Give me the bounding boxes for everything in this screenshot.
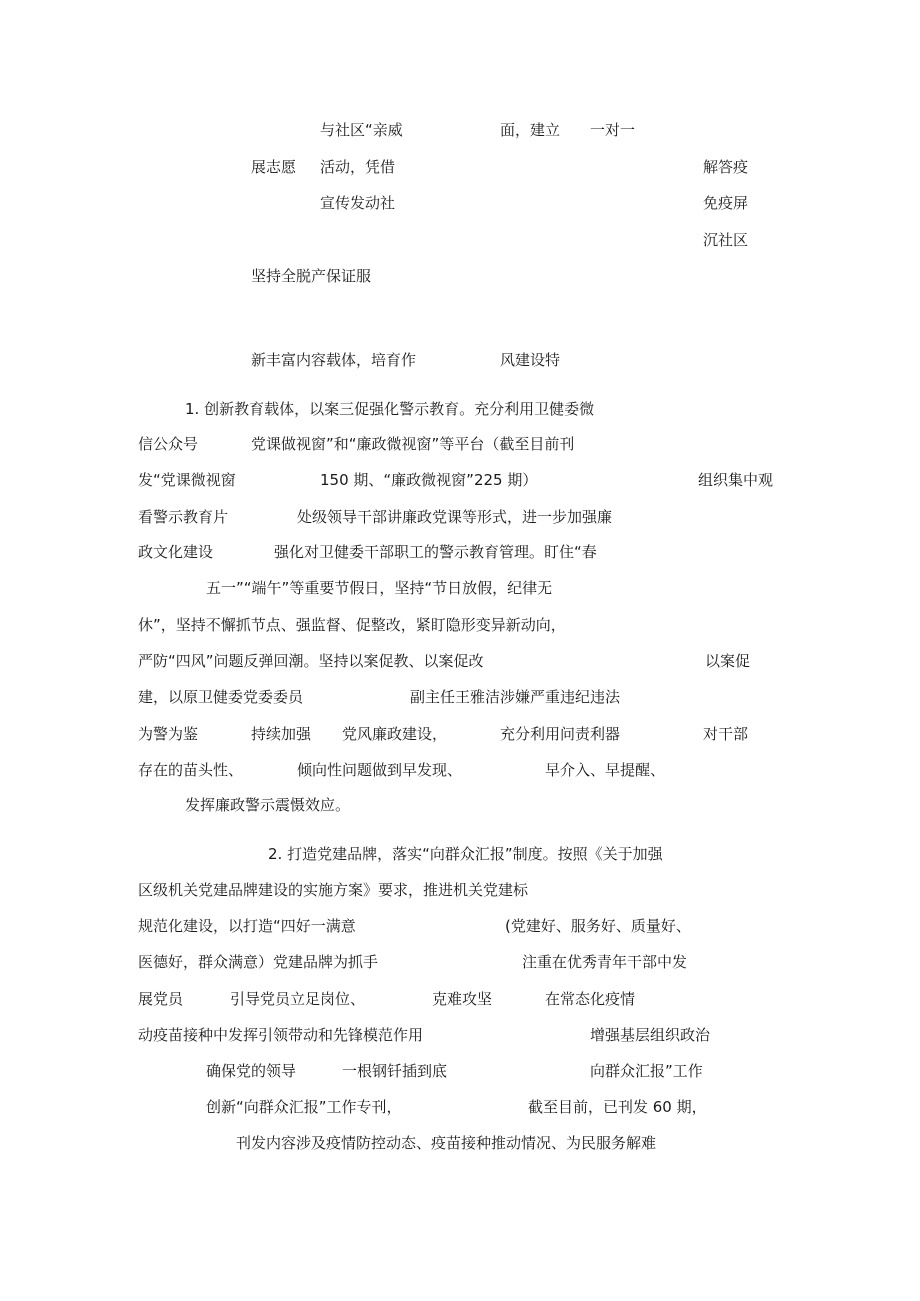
text-segment: 处级领导干部讲廉政党课等形式，进一步加强廉 [297,508,613,526]
text-segment: 发挥廉政警示震慑效应。 [185,796,351,814]
text-segment: 存在的苗头性、 [138,761,244,779]
text-segment: 150 期、“廉政微视窗”225 期） [320,471,538,489]
text-segment: 党风廉政建设， [342,725,448,743]
text-segment: 风建设特 [500,351,561,369]
text-segment: 增强基层组织政治 [590,1026,711,1044]
text-segment: 五一”“端午”等重要节假日，坚持“节日放假，纪律无 [206,579,553,597]
text-segment: 副主任王雅洁涉嫌严重违纪违法 [410,688,621,706]
text-segment: 为警为鉴 [138,725,199,743]
text-segment: 新丰富内容载体，培育作 [251,351,417,369]
text-segment: 1. 创新教育载体，以案三促强化警示教育。充分利用卫健委微 [185,400,595,418]
text-segment: 免疫屏 [703,194,749,212]
text-segment: 以案促 [705,652,751,670]
text-segment: 展党员 [138,990,184,1008]
text-segment: 区级机关党建品牌建设的实施方案》要求，推进机关党建标 [138,881,529,899]
text-segment: 沉社区 [703,231,749,249]
text-segment: 政文化建设 [138,543,214,561]
text-segment: 组织集中观 [698,471,774,489]
text-segment: 早介入、早提醒、 [545,761,666,779]
text-segment: 看警示教育片 [138,508,229,526]
text-segment: 党课做视窗”和“廉政微视窗”等平台（截至目前刊 [251,435,575,453]
text-segment: 注重在优秀青年干部中发 [522,953,688,971]
text-segment: 克难攻坚 [432,990,493,1008]
text-segment: 持续加强 [251,725,312,743]
text-segment: 休”，坚持不懈抓节点、强监督、促整改，紧盯隐形变异新动向， [138,616,566,634]
text-segment: 一对一 [590,121,636,139]
text-segment: 动疫苗接种中发挥引领带动和先锋模范作用 [138,1026,424,1044]
text-segment: 对干部 [703,725,749,743]
text-segment: (党建好、服务好、质量好、 [505,917,691,935]
text-segment: 医德好，群众满意）党建品牌为抓手 [138,953,379,971]
text-segment: 在常态化疫情 [545,990,636,1008]
text-segment: 强化对卫健委干部职工的警示教育管理。盯住“春 [274,543,597,561]
text-segment: 活动，凭借 [320,158,396,176]
text-segment: 规范化建设，以打造“四好一满意 [138,917,356,935]
text-segment: 信公众号 [138,435,199,453]
text-segment: 引导党员立足岗位、 [230,990,366,1008]
text-segment: 严防“四风”问题反弹回潮。坚持以案促教、以案促改 [138,652,484,670]
text-segment: 一根钢钎插到底 [342,1062,448,1080]
text-segment: 确保党的领导 [206,1062,297,1080]
text-segment: 创新“向群众汇报”工作专刊， [206,1098,402,1116]
text-segment: 宣传发动社 [320,194,396,212]
text-segment: 建，以原卫健委党委委员 [138,688,304,706]
text-segment: 充分利用问责利器 [500,725,621,743]
text-segment: 展志愿 [251,158,297,176]
text-segment: 解答疫 [703,158,749,176]
text-segment: 倾向性问题做到早发现、 [297,761,463,779]
text-segment: 刊发内容涉及疫情防控动态、疫苗接种推动情况、为民服务解难 [236,1134,657,1152]
text-segment: 2. 打造党建品牌，落实“向群众汇报”制度。按照《关于加强 [268,845,663,863]
text-segment: 发“党课微视窗 [138,471,236,489]
text-segment: 与社区“亲威 [320,121,403,139]
text-segment: 面，建立 [500,121,561,139]
text-segment: 坚持全脱产保证服 [251,267,372,285]
text-segment: 向群众汇报”工作 [590,1062,703,1080]
text-segment: 截至目前，已刊发 60 期， [528,1098,707,1116]
